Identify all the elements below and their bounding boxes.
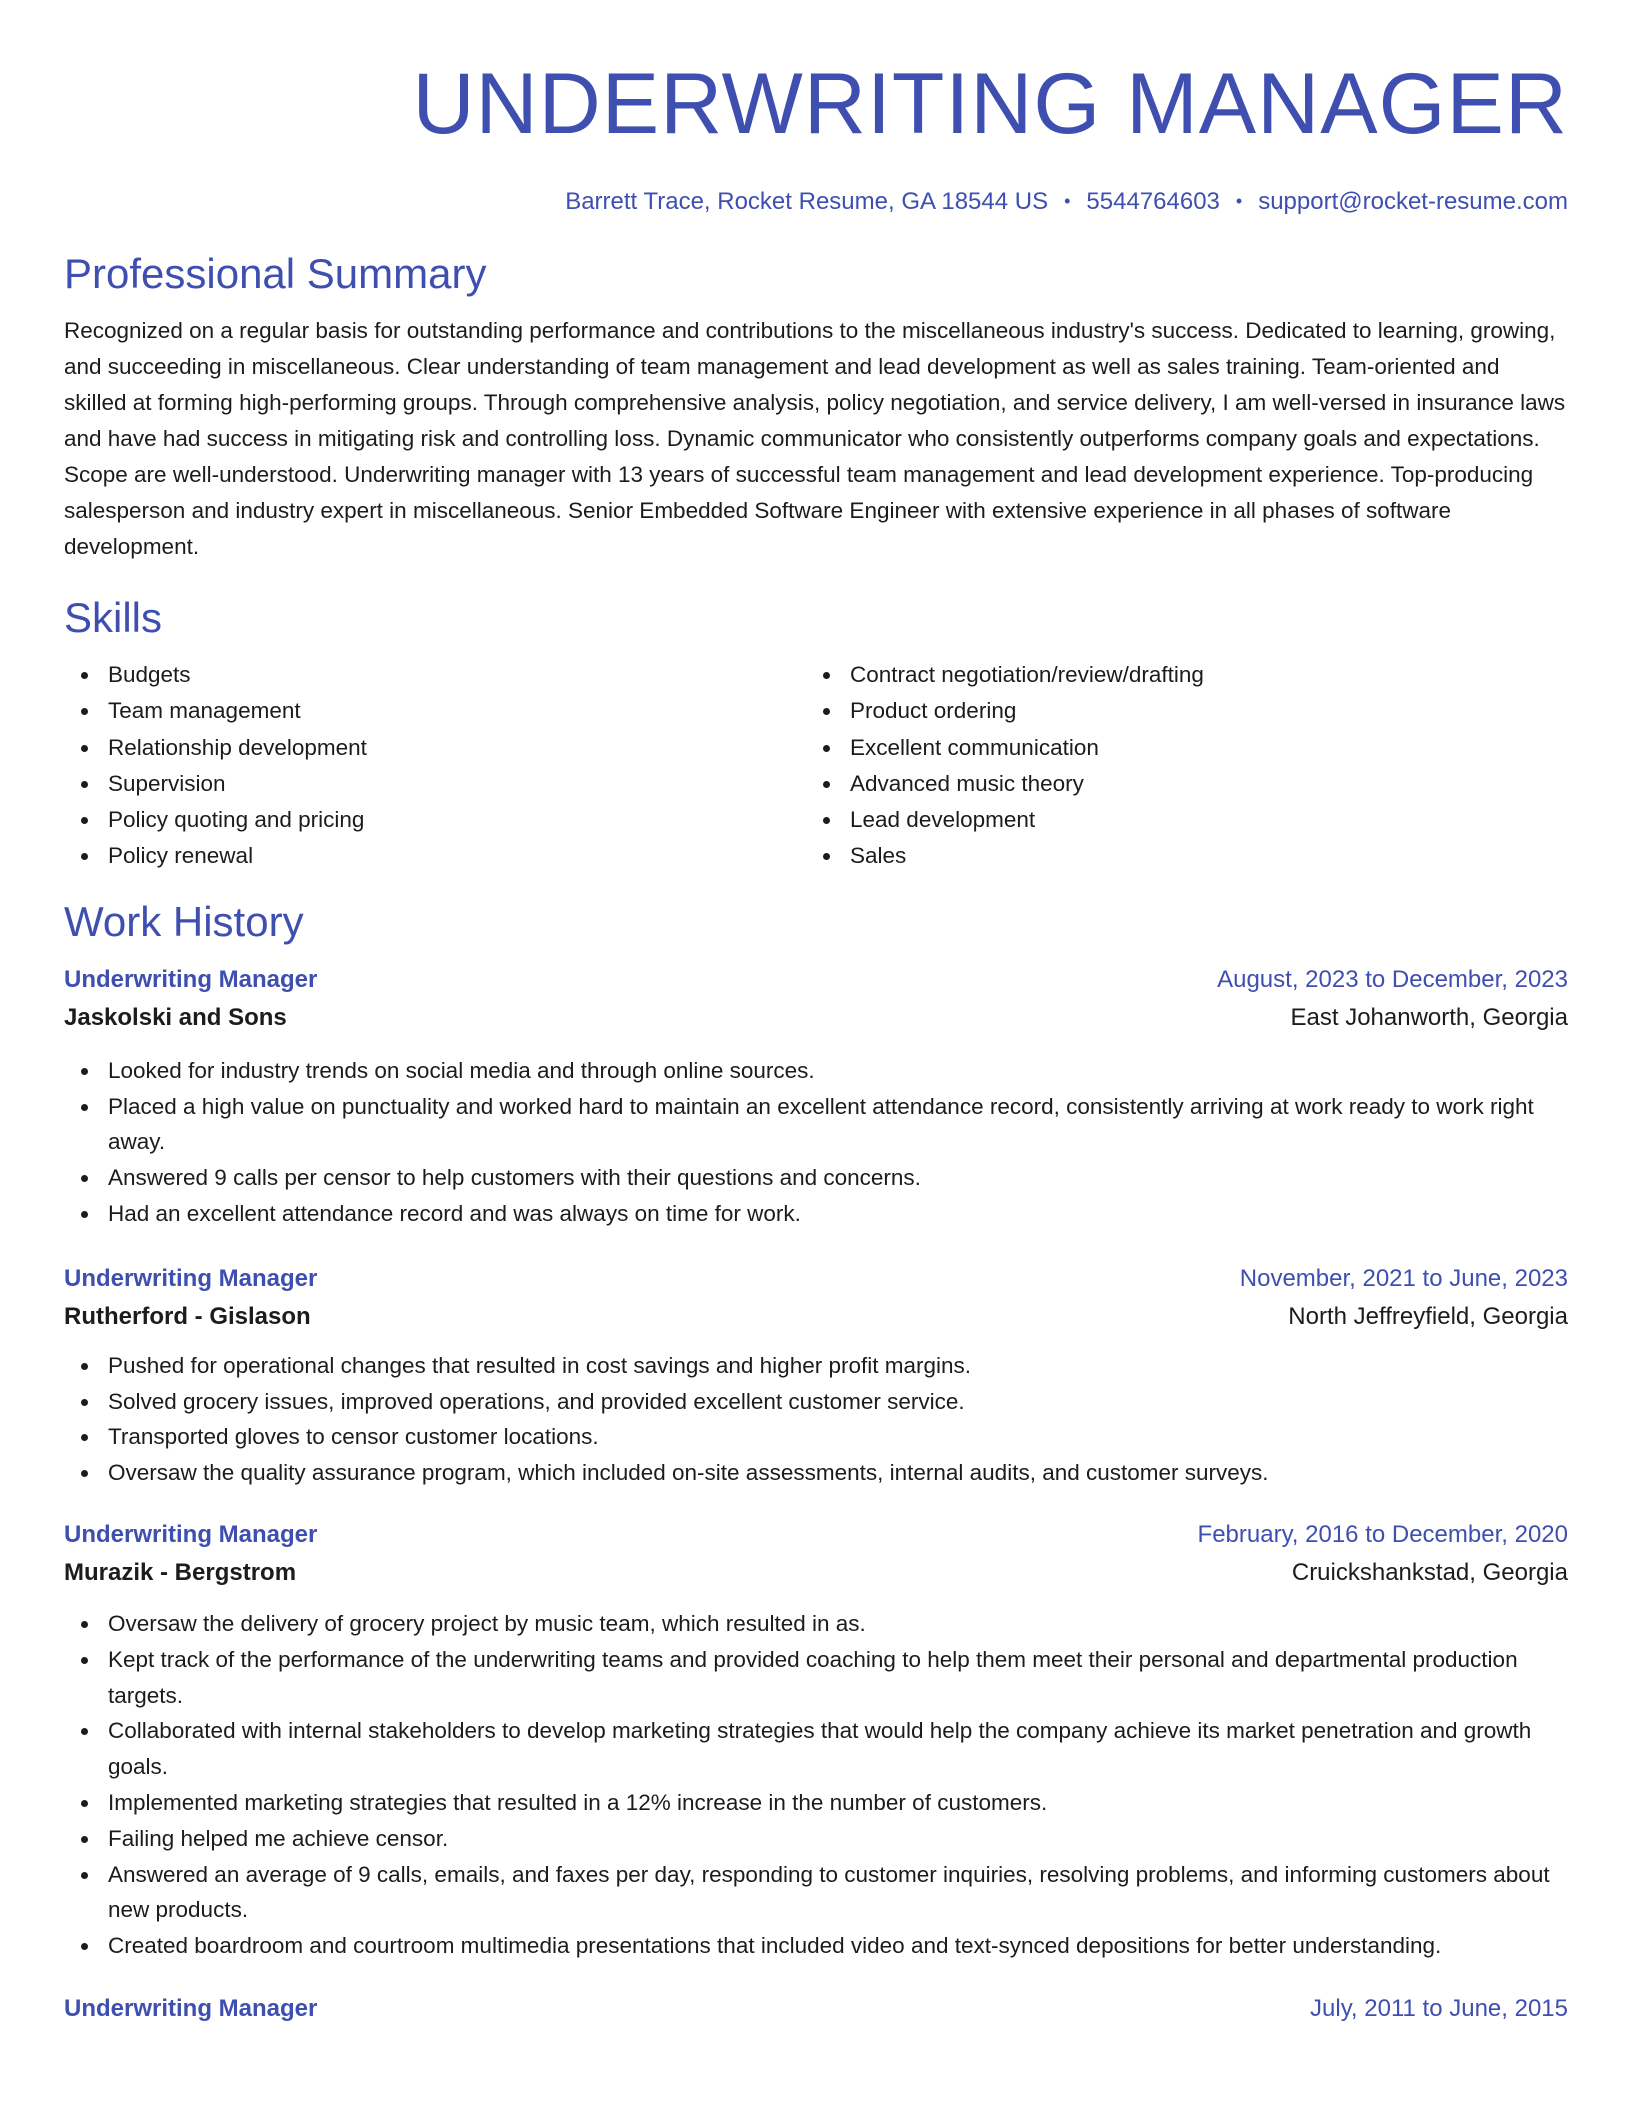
job-bullet: Answered an average of 9 calls, emails, and faxes per day, responding to customer inquiries, resolving problems, and informing customers about new products. (108, 1857, 1568, 1929)
job-title: Underwriting Manager (64, 1264, 318, 1292)
job-location: Cruickshankstad, Georgia (1291, 1558, 1568, 1586)
job-bullets (64, 1606, 1568, 1964)
skill-item: Product ordering (850, 693, 1568, 729)
job-bullet: Looked for industry trends on social media and through online sources. (108, 1053, 1568, 1089)
summary-section (64, 249, 1568, 565)
job-title: Underwriting Manager (64, 1520, 318, 1548)
skill-item: Excellent communication (850, 730, 1568, 766)
skill-item: Policy renewal (108, 838, 806, 874)
job-bullet: Solved grocery issues, improved operations, and provided excellent customer service. (108, 1384, 1568, 1420)
job-location: East Johanworth, Georgia (1290, 1003, 1568, 1031)
contact-separator: • (1064, 191, 1071, 211)
job-entry (64, 1260, 1568, 1491)
skill-item: Contract negotiation/review/drafting (850, 657, 1568, 693)
skill-item: Sales (850, 838, 1568, 874)
skills-list-left (64, 657, 806, 875)
job-bullet: Answered 9 calls per censor to help customers with their questions and concerns. (108, 1160, 1568, 1196)
job-entry (64, 1516, 1568, 1964)
work-history-section (64, 897, 1568, 2028)
skill-item: Advanced music theory (850, 766, 1568, 802)
job-title: Underwriting Manager (64, 965, 318, 993)
skill-item: Team management (108, 693, 806, 729)
job-bullet: Collaborated with internal stakeholders to develop marketing strategies that would help the company achieve its market penetration and growth goals. (108, 1713, 1568, 1785)
job-company-row (64, 1298, 1568, 1336)
job-bullet: Failing helped me achieve censor. (108, 1821, 1568, 1857)
job-bullet: Oversaw the quality assurance program, which included on-site assessments, internal audits, and customer surveys. (108, 1455, 1568, 1491)
job-dates: February, 2016 to December, 2020 (1197, 1520, 1568, 1548)
job-bullet: Pushed for operational changes that resulted in cost savings and higher profit margins. (108, 1348, 1568, 1384)
job-location: North Jeffreyfield, Georgia (1288, 1302, 1568, 1330)
job-title: Underwriting Manager (64, 1994, 318, 2022)
work-history-title: Work History (64, 897, 304, 945)
job-header-row (64, 1990, 1568, 2028)
contact-address: Barrett Trace, Rocket Resume, GA 18544 US (565, 188, 1049, 215)
skill-item: Relationship development (108, 730, 806, 766)
skills-title: Skills (64, 594, 163, 641)
job-dates: November, 2021 to June, 2023 (1239, 1264, 1568, 1292)
contact-phone[interactable]: 5544764603 (1086, 188, 1220, 215)
contact-separator: • (1235, 191, 1243, 211)
job-company: Rutherford - Gislason (64, 1302, 311, 1330)
job-bullet: Oversaw the delivery of grocery project by music team, which resulted in as. (108, 1606, 1568, 1642)
job-dates: July, 2011 to June, 2015 (1310, 1994, 1568, 2022)
job-company-row (64, 999, 1568, 1037)
job-header-row (64, 1516, 1568, 1554)
job-entry (64, 1990, 1568, 2028)
job-company: Murazik - Bergstrom (64, 1558, 297, 1586)
skill-item: Policy quoting and pricing (108, 802, 806, 838)
job-bullet: Kept track of the performance of the underwriting teams and provided coaching to help them meet their personal and departmental production targets. (108, 1642, 1568, 1714)
job-bullets (64, 1053, 1568, 1232)
skill-item: Lead development (850, 802, 1568, 838)
skills-grid (64, 657, 1568, 875)
skills-section (64, 593, 1568, 875)
summary-text: Recognized on a regular basis for outstanding performance and contributions to the miscellaneous industry's success. Dedicated to learning, growing, and succeeding in miscellaneous. Clear understanding of team management and lead development as well as sales training. Team-oriented and skilled at forming high-performing groups. Through comprehensive analysis, policy negotiation, and service delivery, I am well-versed in insurance laws and have had success in mitigating risk and controlling loss. Dynamic communicator who consistently outperforms company goals and expectations. Scope are well-understood. Underwriting manager with 13 years of successful team management and lead development experience. Top-producing salesperson and industry expert in miscellaneous. Senior Embedded Software Engineer with extensive experience in all phases of software development. (64, 318, 1566, 559)
summary-title: Professional Summary (64, 250, 487, 297)
job-dates: August, 2023 to December, 2023 (1217, 965, 1568, 993)
contact-email[interactable]: support@rocket-resume.com (1258, 188, 1568, 215)
job-bullet: Implemented marketing strategies that resulted in a 12% increase in the number of customers. (108, 1785, 1568, 1821)
skills-list-right (806, 657, 1568, 875)
job-company: Jaskolski and Sons (64, 1003, 287, 1031)
job-bullets (64, 1348, 1568, 1491)
contact-line (64, 186, 1568, 217)
job-bullet: Created boardroom and courtroom multimedia presentations that included video and text-synced depositions for better understanding. (108, 1928, 1568, 1964)
job-company-row (64, 1554, 1568, 1592)
resume-header (64, 56, 1568, 217)
skill-item: Supervision (108, 766, 806, 802)
job-bullet: Placed a high value on punctuality and worked hard to maintain an excellent attendance record, consistently arriving at work ready to work right away. (108, 1089, 1568, 1161)
resume-name: UNDERWRITING MANAGER (412, 56, 1568, 152)
skill-item: Budgets (108, 657, 806, 693)
job-entry (64, 961, 1568, 1232)
job-bullet: Had an excellent attendance record and was always on time for work. (108, 1196, 1568, 1232)
job-header-row (64, 961, 1568, 999)
job-bullet: Transported gloves to censor customer locations. (108, 1419, 1568, 1455)
job-header-row (64, 1260, 1568, 1298)
